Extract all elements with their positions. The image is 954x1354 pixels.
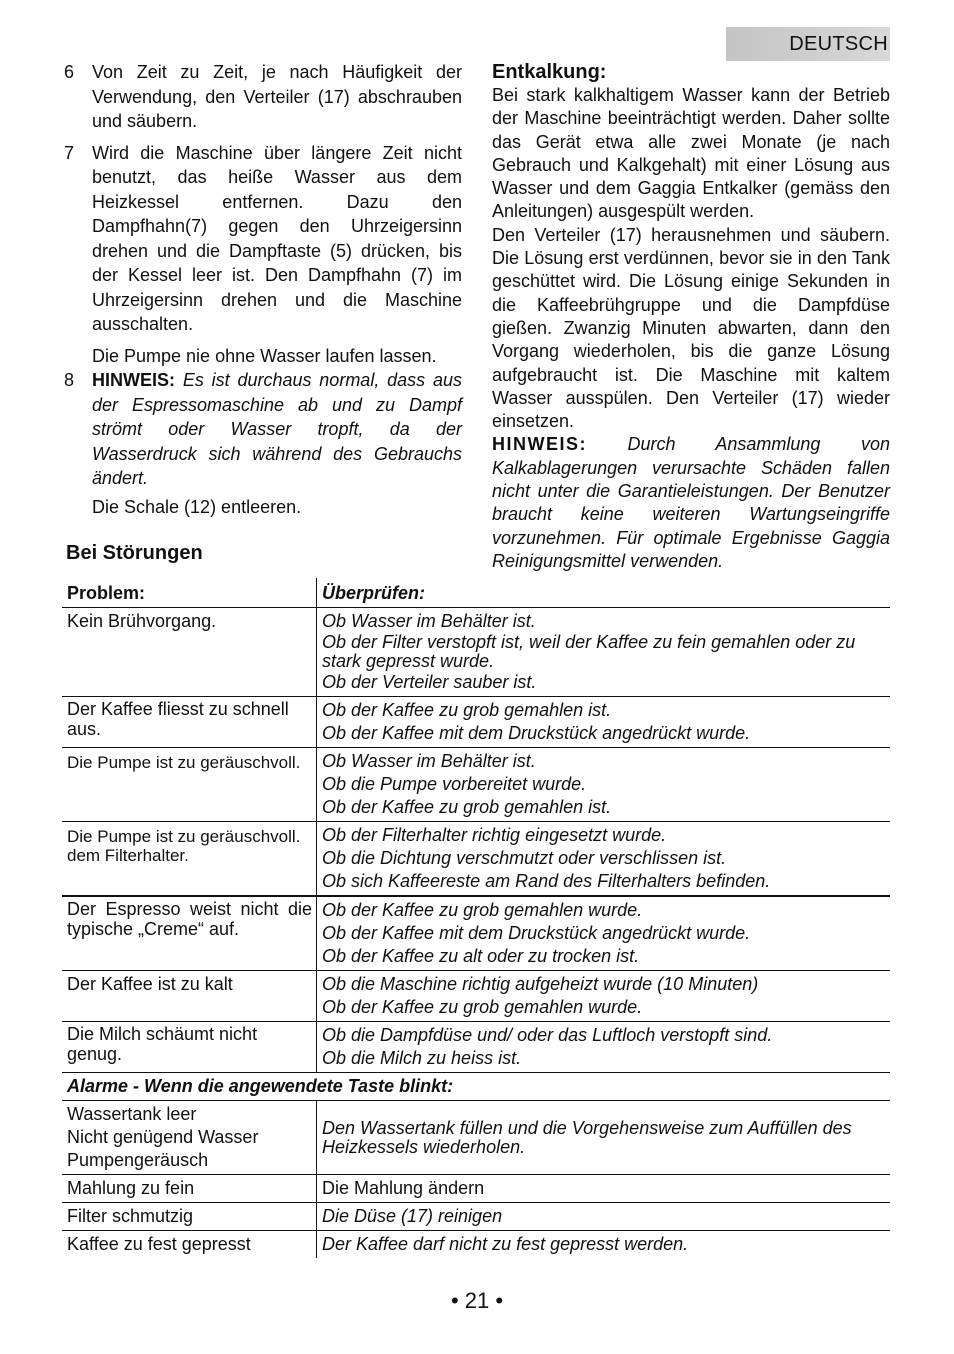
check-cell — [317, 971, 891, 1022]
problem-cell: Die Pumpe ist zu geräuschvoll. — [62, 748, 317, 822]
table-row — [62, 971, 890, 1022]
alarm-problem: Pumpengeräusch — [67, 1150, 209, 1170]
check-line: Ob Wasser im Behälter ist. — [322, 611, 536, 631]
step-8 — [64, 368, 462, 491]
check-line: Ob die Dichtung verschmutzt oder verschlissen ist. — [322, 848, 727, 868]
pump-note: Die Pumpe nie ohne Wasser laufen lassen. — [92, 345, 437, 366]
problem-cell: Kein Brühvorgang. — [62, 608, 317, 697]
check-cell — [317, 697, 891, 748]
check-line: Ob die Milch zu heiss ist. — [322, 1048, 522, 1068]
step-number: 6 — [64, 62, 75, 82]
table-header — [62, 578, 890, 608]
problem-cell: Die Milch schäumt nicht genug. — [62, 1022, 317, 1073]
alarm-action: Die Düse (17) reinigen — [317, 1203, 891, 1231]
alarm-problem-cell — [62, 1101, 317, 1175]
alarm-problem: Filter schmutzig — [62, 1203, 317, 1231]
step-text: Von Zeit zu Zeit, je nach Häufigkeit der Verwendung, den Verteiler (17) abschrauben und säubern. — [92, 62, 462, 131]
hint-text: Durch Ansammlung von Kalkablagerungen verursachte Schäden fallen nicht unter die Garantieleistungen. Der Benutzer braucht keine weiteren Wartungseingriffe vorzunehmen. Für optimale Ergebnisse Gaggia Reinigungsmittel verwenden. — [492, 434, 890, 571]
table-row — [62, 1175, 890, 1203]
table-row — [62, 697, 890, 748]
language-label: DEUTSCH — [789, 33, 888, 55]
maintenance-column — [64, 60, 462, 519]
check-line: Ob der Kaffee zu grob gemahlen ist. — [322, 700, 612, 720]
step-number: 7 — [64, 142, 75, 163]
problem-cell: Der Kaffee fliesst zu schnell aus. — [62, 697, 317, 748]
descaling-steps: Den Verteiler (17) herausnehmen und säubern. Die Lösung erst verdünnen, bevor sie in den Tank geschüttet wird. Die Lösung einige Sekunden in die Kaffeebrühgruppe und die Dampfdüse gießen. Zwanzig Minuten abwarten, dann den Vorgang wiederholen, bis die ganze Lösung aufgebraucht ist. Die Maschine mit kaltem Wasser ausspülen. Den Verteiler (17) wieder einsetzen. — [492, 224, 890, 432]
descaling-column — [492, 60, 890, 573]
problem-cell: Die Pumpe ist zu geräuschvoll. dem Filterhalter. — [62, 822, 317, 897]
step-number: 8 — [64, 370, 75, 390]
descaling-intro: Bei stark kalkhaltigem Wasser kann der Betrieb der Maschine beeinträchtigt werden. Daher sollte das Gerät etwa alle zwei Monate (je nach Gebrauch und Kalkgehalt) mit einer Lösung aus Wasser und dem Gaggia Entkalker (gemäss den Anleitungen) ausgespült werden. — [492, 85, 890, 222]
alarm-problem: Mahlung zu fein — [62, 1175, 317, 1203]
table-row — [62, 822, 890, 897]
check-header: Überprüfen: — [322, 583, 425, 603]
check-line: Ob die Pumpe vorbereitet wurde. — [322, 774, 587, 794]
alarm-heading: Alarme - Wenn die angewendete Taste blinkt: — [62, 1073, 890, 1101]
descaling-hint — [492, 433, 890, 573]
check-line: Ob der Kaffee mit dem Druckstück angedrückt wurde. — [322, 923, 751, 943]
alarm-header-row — [62, 1073, 890, 1101]
check-cell — [317, 1022, 891, 1073]
alarm-action: Den Wassertank füllen und die Vorgehensweise zum Auffüllen des Heizkessels wiederholen. — [317, 1101, 891, 1175]
troubleshooting-heading: Bei Störungen — [66, 542, 203, 564]
check-line: Ob der Filterhalter richtig eingesetzt wurde. — [322, 825, 667, 845]
check-cell — [317, 896, 891, 971]
check-line: Ob der Filter verstopft ist, weil der Kaffee zu fein gemahlen oder zu stark gepresst wurde. — [322, 632, 856, 671]
step-6 — [64, 60, 462, 134]
check-line: Ob der Kaffee mit dem Druckstück angedrückt wurde. — [322, 723, 751, 743]
check-line: Ob der Kaffee zu grob gemahlen wurde. — [322, 900, 643, 920]
alarm-action: Die Mahlung ändern — [317, 1175, 891, 1203]
hint-text: Es ist durchaus normal, dass aus der Espressomaschine ab und zu Dampf strömt oder Wasser tropft, da der Wasserdruck sich während des Gebrauchs ändert. — [92, 370, 462, 488]
check-line: Ob der Kaffee zu grob gemahlen wurde. — [322, 997, 643, 1017]
table-row — [62, 1101, 890, 1175]
check-line: Ob die Maschine richtig aufgeheizt wurde (10 Minuten) — [322, 974, 759, 994]
table-row — [62, 1022, 890, 1073]
alarm-action: Der Kaffee darf nicht zu fest gepresst werden. — [317, 1231, 891, 1259]
check-line: Ob der Kaffee zu alt oder zu trocken ist. — [322, 946, 640, 966]
check-line: Ob Wasser im Behälter ist. — [322, 751, 536, 771]
troubleshooting-table — [62, 578, 890, 1258]
alarm-problem: Nicht genügend Wasser — [67, 1127, 259, 1147]
empty-tray-note: Die Schale (12) entleeren. — [92, 496, 302, 517]
descaling-title: Entkalkung: — [492, 61, 607, 83]
problem-header: Problem: — [62, 578, 317, 608]
problem-cell: Der Espresso weist nicht die typische „Creme“ auf. — [62, 896, 317, 971]
step-text: Wird die Maschine über längere Zeit nicht benutzt, das heiße Wasser aus dem Heizkessel entfernen. Dazu den Dampfhahn(7) gegen den Uhrzeigersinn drehen und die Dampftaste (5) drücken, bis der Kessel leer ist. Den Dampfhahn (7) im Uhrzeigersinn drehen und die Maschine ausschalten. — [92, 142, 462, 334]
check-line: Ob die Dampfdüse und/ oder das Luftloch verstopft sind. — [322, 1025, 773, 1045]
check-cell — [317, 822, 891, 897]
problem-cell: Der Kaffee ist zu kalt — [62, 971, 317, 1022]
hint-label: HINWEIS: — [92, 370, 175, 390]
language-tab — [726, 27, 890, 61]
check-cell — [317, 748, 891, 822]
page-number: • 21 • — [450, 1288, 504, 1313]
table-row — [62, 896, 890, 971]
hint-label: HINWEIS: — [492, 434, 587, 455]
alarm-problem: Kaffee zu fest gepresst — [62, 1231, 317, 1259]
table-row — [62, 1203, 890, 1231]
check-line: Ob sich Kaffeereste am Rand des Filterhalters befinden. — [322, 871, 771, 891]
step-7 — [64, 141, 462, 337]
check-line: Ob der Verteiler sauber ist. — [322, 672, 537, 692]
table-row — [62, 1231, 890, 1259]
check-line: Ob der Kaffee zu grob gemahlen ist. — [322, 797, 612, 817]
alarm-problem: Wassertank leer — [67, 1104, 197, 1124]
table-row — [62, 608, 890, 697]
table-row — [62, 748, 890, 822]
check-cell — [317, 608, 891, 697]
